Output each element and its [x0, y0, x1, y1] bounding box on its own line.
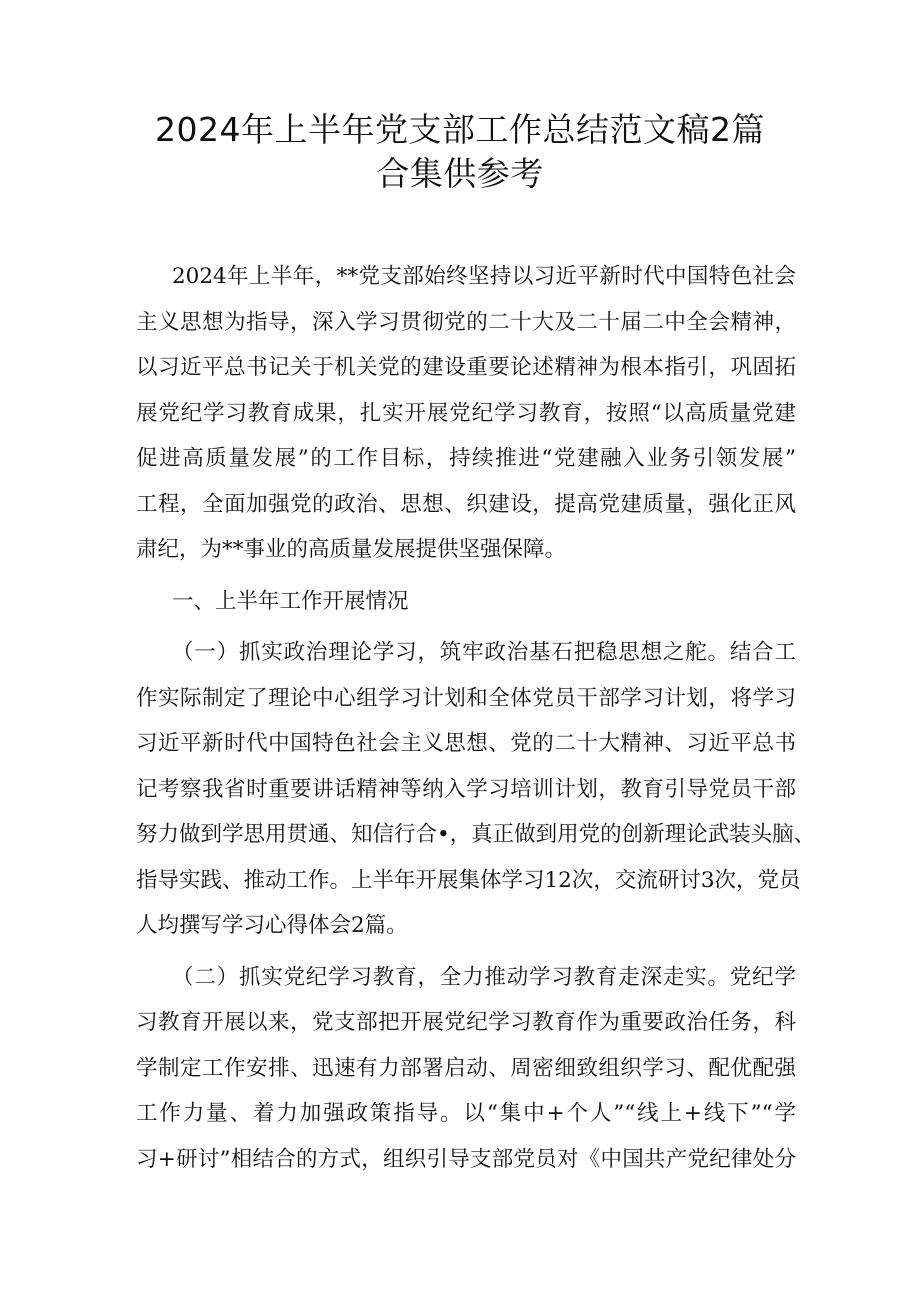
- title-line: 2024年上半年党支部工作总结范文稿2篇: [155, 110, 765, 149]
- text-line: （二）抓实党纪学习教育，全力推动学习教育走深走实。党纪学: [172, 964, 796, 990]
- paragraph-intro: [136, 254, 796, 573]
- document-title: [120, 108, 800, 196]
- text-line: （一）抓实政治理论学习，筑牢政治基石把稳思想之舵。结合工: [172, 640, 796, 665]
- text-line: 2024年上半年，**党支部始终坚持以习近平新时代中国特色社会: [172, 264, 796, 289]
- text-line: 习+研讨”相结合的方式，组织引导支部党员对《中国共产党纪律处分: [136, 1146, 796, 1172]
- text-line: 以习近平总书记关于机关党的建设重要论述精神为根本指引，巩固拓: [136, 355, 796, 380]
- text-line: 肃纪，为**事业的高质量发展提供坚强保障。: [136, 537, 567, 562]
- text-line: 一、上半年工作开展情况: [172, 588, 409, 614]
- text-line: 工作力量、着力加强政策指导。以“集中+个人”“线上+线下”“学: [136, 1101, 796, 1126]
- paragraph-discipline: [136, 955, 796, 1183]
- text-line: 工程，全面加强党的政治、思想、织建设，提高党建质量，强化正风: [136, 491, 796, 517]
- text-line: 展党纪学习教育成果，扎实开展党纪学习教育，按照“以高质量党建: [136, 400, 796, 426]
- title-line: 合集供参考: [376, 154, 544, 193]
- text-line: 努力做到学思用贯通、知信行合•，真正做到用党的创新理论武装头脑、: [136, 822, 816, 847]
- text-line: 习教育开展以来，党支部把开展党纪学习教育作为重要政治任务，科: [136, 1010, 796, 1035]
- text-line: 习近平新时代中国特色社会主义思想、党的二十大精神、习近平总书: [136, 731, 796, 756]
- text-line: 指导实践、推动工作。上半年开展集体学习12次，交流研讨3次，党员: [136, 867, 801, 893]
- paragraph-study: [136, 630, 816, 949]
- document-body: [136, 254, 816, 1182]
- section-heading: [136, 579, 796, 625]
- text-line: 人均撰写学习心得体会2篇。: [136, 913, 408, 938]
- text-line: 记考察我省时重要讲话精神等纳入学习培训计划，教育引导党员干部: [136, 776, 796, 802]
- text-line: 促进高质量发展”的工作目标，持续推进“党建融入业务引领发展”: [136, 446, 796, 471]
- text-line: 学制定工作安排、迅速有力部署启动、周密细致组织学习、配优配强: [136, 1055, 796, 1081]
- text-line: 主义思想为指导，深入学习贯彻党的二十大及二十届二中全会精神，: [136, 309, 796, 335]
- text-line: 作实际制定了理论中心组学习计划和全体党员干部学习计划，将学习: [136, 685, 796, 711]
